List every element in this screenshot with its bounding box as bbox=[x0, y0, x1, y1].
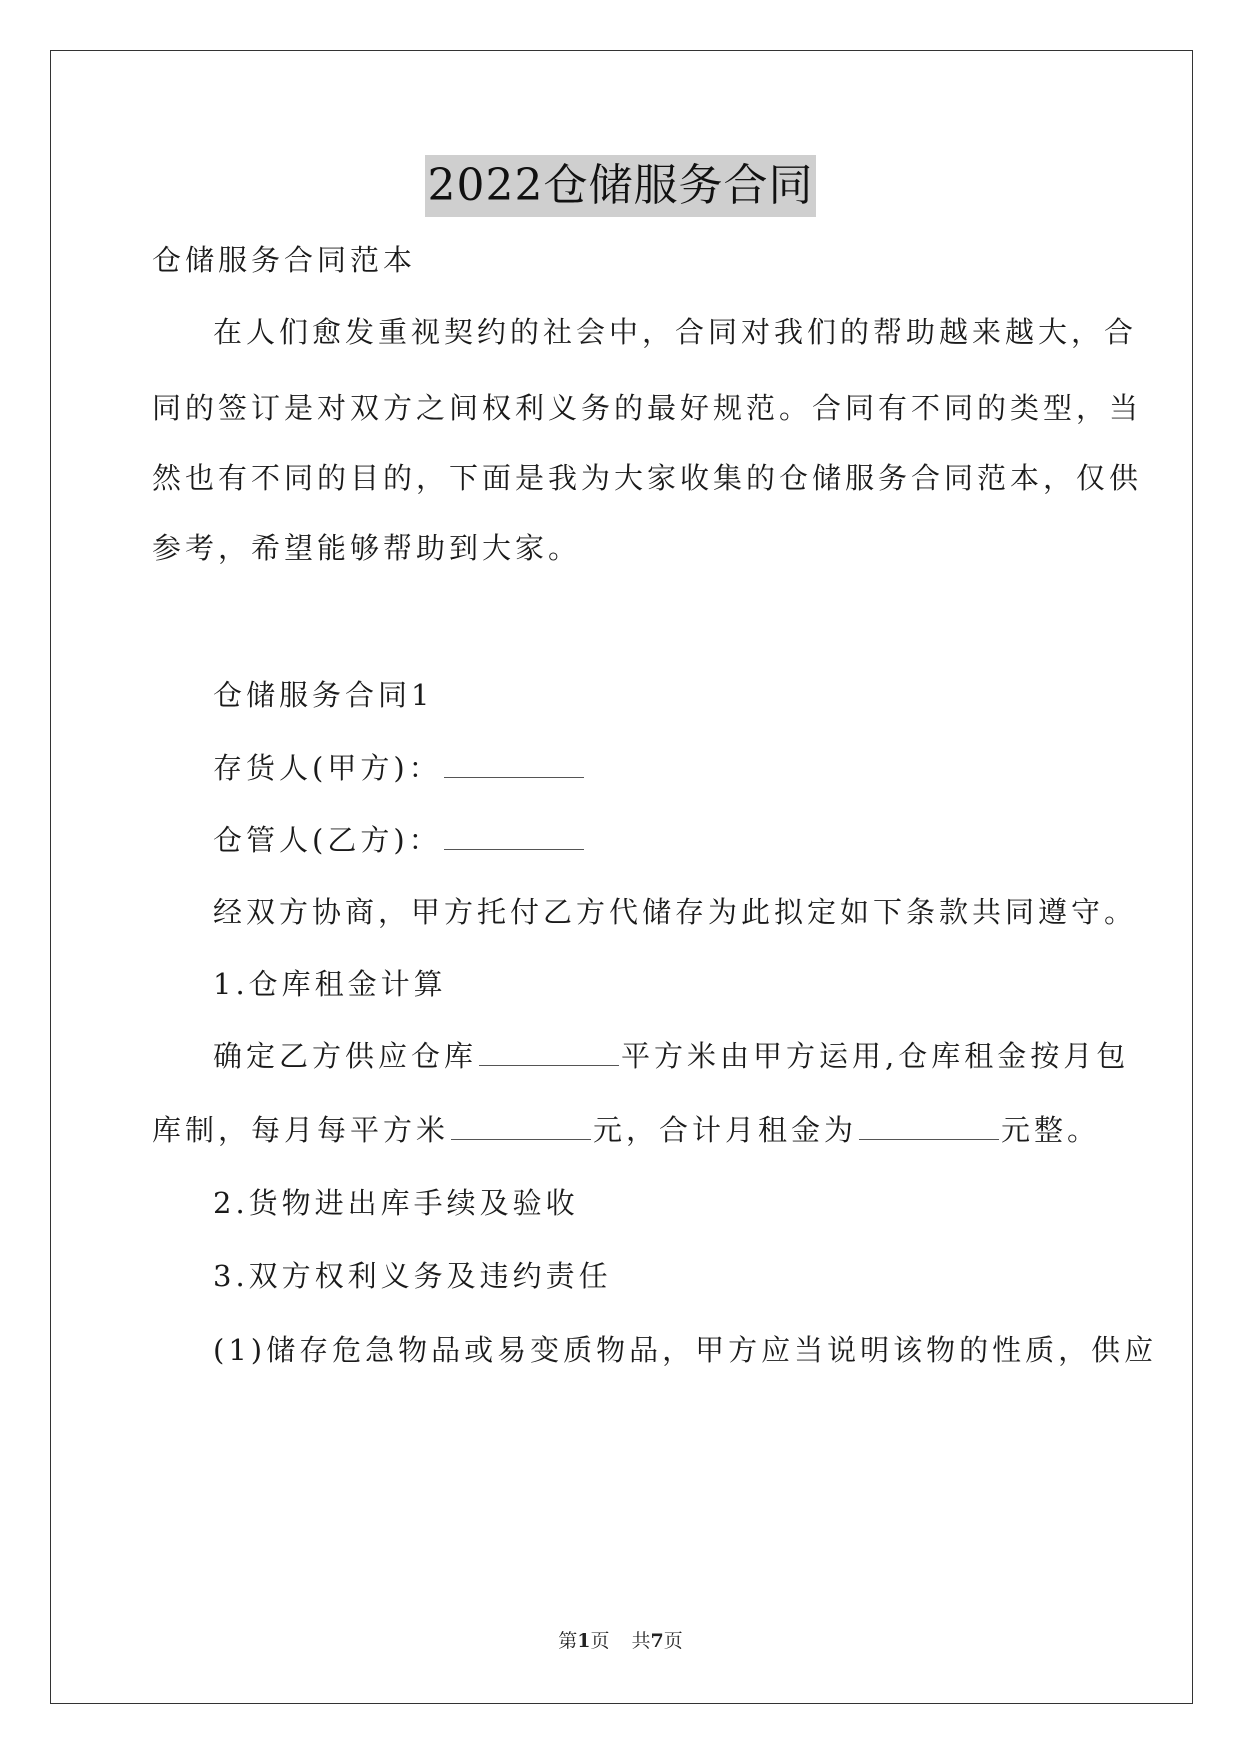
party-b-label: 仓管人(乙方)： bbox=[213, 823, 442, 857]
section-3-item-1: (1)储存危急物品或易变质物品，甲方应当说明该物的性质，供应 bbox=[213, 1333, 1158, 1367]
party-b-blank bbox=[444, 823, 584, 850]
party-a-line bbox=[213, 748, 586, 788]
total-unit: 页 bbox=[663, 1630, 683, 1652]
page-footer bbox=[0, 1628, 1241, 1654]
party-a-label: 存货人(甲方)： bbox=[213, 751, 442, 785]
intro-line-4: 参考，希望能够帮助到大家。 bbox=[152, 531, 582, 565]
page-border bbox=[50, 50, 1193, 1704]
party-a-blank bbox=[444, 751, 584, 778]
intro-line-1: 在人们愈发重视契约的社会中，合同对我们的帮助越来越大，合 bbox=[213, 315, 1138, 349]
total-page-number: 7 bbox=[650, 1630, 664, 1652]
current-page-number: 1 bbox=[577, 1630, 591, 1652]
monthly-rent-blank bbox=[859, 1113, 999, 1140]
section-1-text-e: 元整。 bbox=[1001, 1113, 1101, 1147]
section-3-title: 3.双方权利义务及违约责任 bbox=[213, 1259, 612, 1293]
title-container bbox=[0, 155, 1241, 217]
page-unit: 页 bbox=[590, 1630, 610, 1652]
section-1-text-a: 确定乙方供应仓库 bbox=[213, 1039, 478, 1073]
contract-heading: 仓储服务合同1 bbox=[213, 678, 434, 712]
unit-price-blank bbox=[451, 1113, 591, 1140]
section-1-text-b: 平方米由甲方运用,仓库租金按月包 bbox=[621, 1039, 1130, 1073]
page-prefix: 第 bbox=[558, 1630, 578, 1652]
document-title: 2022仓储服务合同 bbox=[425, 155, 817, 217]
section-2-title: 2.货物进出库手续及验收 bbox=[213, 1186, 579, 1220]
document-subtitle: 仓储服务合同范本 bbox=[152, 243, 417, 277]
total-prefix: 共 bbox=[631, 1630, 651, 1652]
section-1-title: 1.仓库租金计算 bbox=[213, 967, 447, 1001]
section-1-line-2 bbox=[152, 1110, 1100, 1150]
section-1-line-1 bbox=[213, 1036, 1129, 1076]
agreement-line: 经双方协商，甲方托付乙方代储存为此拟定如下条款共同遵守。 bbox=[213, 895, 1138, 929]
section-1-text-d: 元，合计月租金为 bbox=[593, 1113, 858, 1147]
warehouse-area-blank bbox=[479, 1039, 619, 1066]
section-1-text-c: 库制，每月每平方米 bbox=[152, 1113, 450, 1147]
intro-line-3: 然也有不同的目的，下面是我为大家收集的仓储服务合同范本，仅供 bbox=[152, 461, 1143, 495]
party-b-line bbox=[213, 820, 586, 860]
intro-line-2: 同的签订是对双方之间权利义务的最好规范。合同有不同的类型，当 bbox=[152, 391, 1143, 425]
